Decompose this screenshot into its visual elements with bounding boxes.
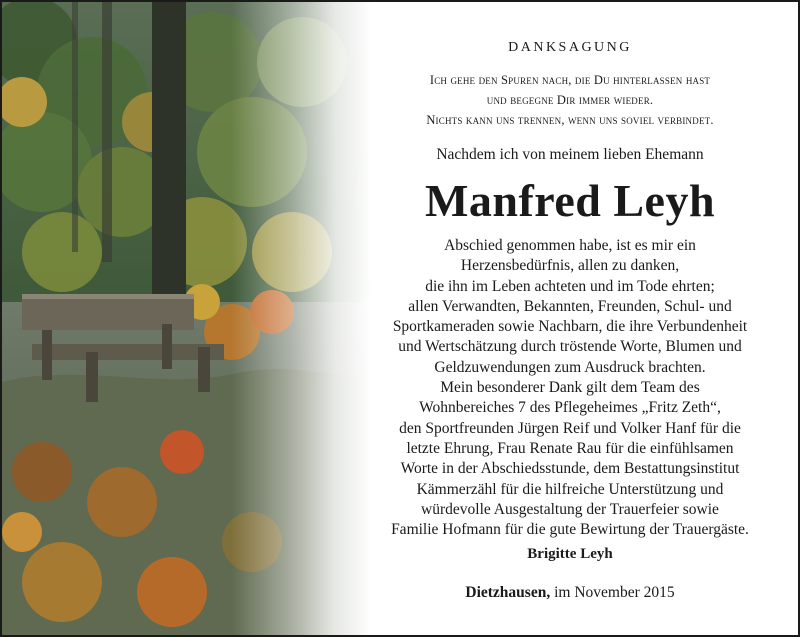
body-line: Kämmerzähl für die hilfreiche Unterstützung und <box>416 480 724 498</box>
body-line: Wohnbereiches 7 des Pflegeheimes „Fritz Zeth“, <box>419 399 721 417</box>
body-line: die ihn im Leben achteten und im Tode ehrten; <box>425 277 715 295</box>
body-line: und Wertschätzung durch tröstende Worte, Blumen und <box>398 338 742 356</box>
notice-text <box>342 2 798 635</box>
body-line: Mein besonderer Dank gilt dem Team des <box>440 379 700 397</box>
date-text: im November 2015 <box>550 584 675 601</box>
heading-danksagung: DANKSAGUNG <box>508 40 632 55</box>
body-line: Abschied genommen habe, ist es mir ein <box>444 237 696 254</box>
body-line: würdevolle Ausgestaltung der Trauerfeier sowie <box>421 500 719 518</box>
poem-line: und begegne Dir immer wieder. <box>486 93 654 107</box>
poem <box>342 70 798 130</box>
place-name: Dietzhausen, <box>465 584 551 601</box>
poem-line: Nichts kann uns trennen, wenn uns soviel verbindet. <box>426 113 714 127</box>
body-line: Worte in der Abschiedsstunde, dem Bestattungsinstitut <box>400 460 740 478</box>
thanks-body <box>342 236 798 540</box>
place-date-line <box>342 584 798 602</box>
intro-line: Nachdem ich von meinem lieben Ehemann <box>436 146 704 163</box>
body-line: Herzensbedürfnis, allen zu danken, <box>460 257 680 275</box>
forest-bench-photo <box>2 2 372 635</box>
body-line: letzte Ehrung, Frau Renate Rau für die einfühlsamen <box>406 439 734 457</box>
body-line: Sportkameraden sowie Nachbarn, die ihre Verbundenheit <box>392 318 748 336</box>
body-line: Geldzuwendungen zum Ausdruck brachten. <box>434 358 706 376</box>
body-line: den Sportfreunden Jürgen Reif und Volker Hanf für die <box>399 419 741 437</box>
body-line: allen Verwandten, Bekannten, Freunden, Schul- und <box>408 297 732 315</box>
body-line: Familie Hofmann für die gute Bewirtung der Trauergäste. <box>391 521 749 539</box>
deceased-name: Manfred Leyh <box>424 175 716 226</box>
poem-line: Ich gehe den Spuren nach, die Du hinterlassen hast <box>429 73 711 87</box>
photo-fade-overlay <box>2 2 372 635</box>
signature-name: Brigitte Leyh <box>527 546 613 562</box>
